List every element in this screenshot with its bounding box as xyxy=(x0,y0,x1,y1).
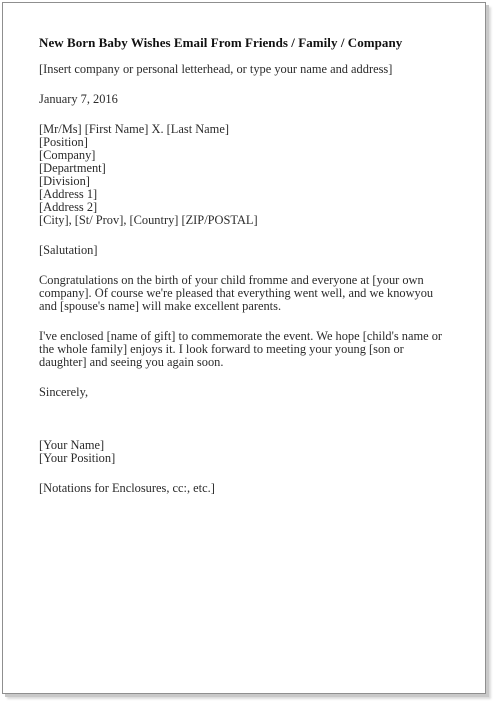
paragraph2-line: the whole family] enjoys it. I look forward to meeting your young [son or xyxy=(39,342,404,356)
signature-block xyxy=(39,439,459,465)
letter-date: January 7, 2016 xyxy=(39,92,118,106)
recipient-company-line: [Company] xyxy=(39,148,96,162)
letterhead-line: [Insert company or personal letterhead, or type your name and address] xyxy=(39,62,393,76)
paragraph1-line: Congratulations on the birth of your child fromme and everyone at [your own xyxy=(39,273,424,287)
recipient-position-line: [Position] xyxy=(39,135,88,149)
paragraph-congratulations xyxy=(39,274,459,313)
salutation: [Salutation] xyxy=(39,243,98,257)
paragraph1-line: and [spouse's name] will make excellent parents. xyxy=(39,299,282,313)
letter-body xyxy=(39,36,459,495)
document-title: New Born Baby Wishes Email From Friends / Family / Company xyxy=(39,35,403,50)
recipient-department-line: [Department] xyxy=(39,161,106,175)
paragraph1-line: company]. Of course we're pleased that everything went well, and we knowyou xyxy=(39,286,434,300)
paragraph2-line: daughter] and seeing you again soon. xyxy=(39,355,224,369)
closing: Sincerely, xyxy=(39,385,89,399)
notations: [Notations for Enclosures, cc:, etc.] xyxy=(39,481,215,495)
signature-name: [Your Name] xyxy=(39,438,105,452)
recipient-name-line: [Mr/Ms] [First Name] X. [Last Name] xyxy=(39,122,229,136)
recipient-address xyxy=(39,123,459,227)
document-page xyxy=(2,2,486,694)
recipient-address2-line: [Address 2] xyxy=(39,200,98,214)
signature-position: [Your Position] xyxy=(39,451,116,465)
paragraph2-line: I've enclosed [name of gift] to commemorate the event. We hope [child's name or xyxy=(39,329,443,343)
recipient-city-line: [City], [St/ Prov], [Country] [ZIP/POSTAL] xyxy=(39,213,258,227)
recipient-address1-line: [Address 1] xyxy=(39,187,98,201)
recipient-division-line: [Division] xyxy=(39,174,90,188)
paragraph-gift xyxy=(39,330,459,369)
